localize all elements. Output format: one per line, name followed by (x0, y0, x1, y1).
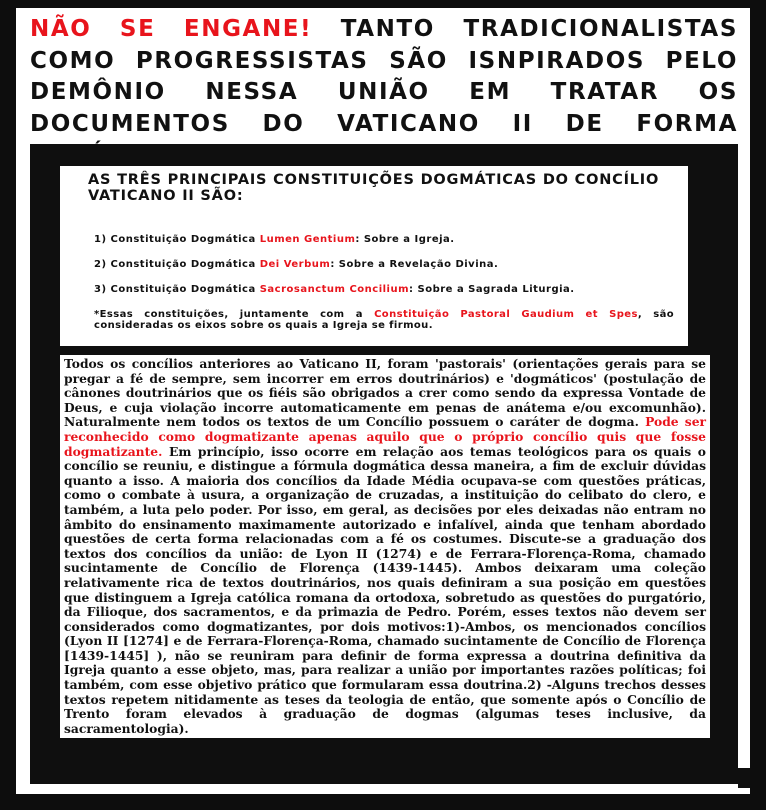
item-name: Lumen Gentium (259, 234, 356, 245)
note-suffix: , são consideradas os eixos sobre os quais a Igreja se firmou. (94, 309, 675, 331)
body-part-2: Em princípio, isso ocorre em relação aos temas teológicos para os quais o concílio se reuniu, e distingue a fórmula dogmática dessa maneira, a fim de excluir dúvidas quanto a isso. A maioria dos concílios da Idade Média ocupava-se com questões práticas, como o combate à usura, a organização de cruzadas, a instituição do celibato do clero, e também, a luta pelo poder. Por isso, em geral, as decisões por eles deixadas não entram no âmbito do ensinamento maximamente autorizado e infalível, ainda que tenham abordado questões de certa forma relacionadas com a fé os costumes. Discute-se a graduação dos textos dos concílios da união: de Lyon II (1274) e de Ferrara-Florença-Roma, chamado sucintamente de Concílio de Florença (1439-1445). Ambos deixaram uma coleção relativamente rica de textos doutrinários, nos quais definiram a sua posição em questões que distinguem a Igreja católica romana da ortodoxa, sobretudo as questões do purgatório, da Filioque, dos sacramentos, e da primazia de Pedro. Porém, esses textos não devem ser considerados como dogmatizantes, por dois motivos:1)-Ambos, os mencionados concílios (Lyon II [1274] e de Ferrara-Florença-Roma, chamado sucintamente de Concílio de Florença [1439-1445] ), não se reuniram para definir de forma expressa a doutrina definitiva da Igreja quanto a esse objeto, mas, para realizar a união por importantes razões políticas; foi também, com esse objetivo prático que formularam essa doutrina.2) -Alguns trechos desses textos repetem nitidamente as teses da teologia de então, que somente após o Concílio de Trento foram elevados à graduação de dogmas (algumas teses inclusive, da sacramentologia). (64, 443, 706, 736)
item-prefix: 1) Constituição Dogmática (94, 234, 260, 245)
note-name: Constituição Pastoral Gaudium et Spes (374, 309, 638, 320)
item-name: Sacrosanctum Concilium (259, 284, 410, 295)
item-prefix: 3) Constituição Dogmática (94, 284, 260, 295)
headline-warning: NÃO SE ENGANE! (30, 16, 313, 42)
box-title: AS TRÊS PRINCIPAIS CONSTITUIÇÕES DOGMÁTICAS DO CONCÍLIO VATICANO II SÃO: (88, 172, 660, 204)
item-suffix: : Sobre a Revelação Divina. (330, 259, 499, 270)
headline-text: TANTO TRADICIONALISTAS COMO PROGRESSISTAS SÃO ISNPIRADOS PELO DEMÔNIO NESSA UNIÃO EM TRATAR OS DOCUMENTOS DO VATICANO II DE FORMA (30, 16, 738, 137)
body-part-1: Todos os concílios anteriores ao Vaticano II, foram 'pastorais' (orientações gerais para se pregar a fé de sempre, sem incorrer em erros doutrinários) e 'dogmáticos' (postulação de cânones doutrinários que os fiéis são obrigados a crer como sendo da expressa Vontade de Deus, e cuja violação incorre automaticamente em penas de anátema e/ou excomunhão). Naturalmente nem todos os textos de um Concílio possuem o caráter de dogma. (64, 356, 706, 430)
item-name: Dei Verbum (259, 259, 331, 270)
note-prefix: *Essas constituições, juntamente com a (94, 309, 375, 320)
constitution-item-2 (94, 259, 674, 270)
item-suffix: : Sobre a Igreja. (355, 234, 455, 245)
constitutions-box (60, 166, 688, 346)
constitution-item-1 (94, 234, 674, 245)
body-text (60, 355, 710, 738)
body-highlight: Pode ser reconhecido como dogmatizante apenas aquilo que o próprio concílio quis que fosse dogmatizante. (64, 414, 707, 459)
constitution-item-3 (94, 284, 674, 295)
constitution-note (94, 309, 674, 331)
item-suffix: : Sobre a Sagrada Liturgia. (409, 284, 575, 295)
item-prefix: 2) Constituição Dogmática (94, 259, 260, 270)
corner-bar (738, 768, 750, 788)
